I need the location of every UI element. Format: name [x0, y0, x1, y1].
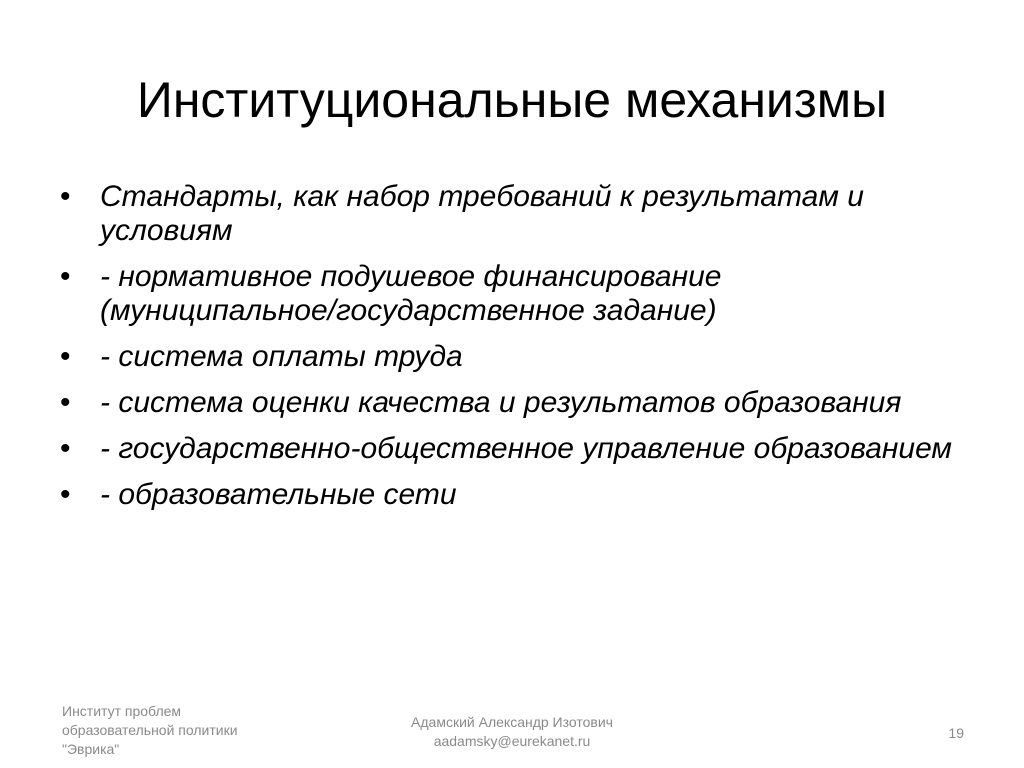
bullet-item [60, 340, 960, 374]
bullet-text: - образовательные сети [100, 478, 457, 511]
bullet-item [60, 260, 960, 328]
bullet-item [60, 386, 960, 420]
bullet-icon: • [60, 432, 71, 465]
bullet-text: - нормативное подушевое финансирование (муниципальное/государственное задание) [100, 260, 722, 327]
bullet-text: - система оплаты труда [100, 340, 463, 373]
footer-institute [62, 702, 292, 759]
bullet-item [60, 180, 960, 248]
bullet-text: - государственно-общественное управление образованием [100, 432, 952, 465]
bullet-item [60, 478, 960, 512]
footer-institute-line: образовательной политики [62, 722, 238, 738]
footer-author-name: Адамский Александр Изотович [411, 714, 613, 730]
slide-title: Институциональные механизмы [136, 72, 888, 128]
page-number: 19 [948, 725, 964, 741]
footer-institute-line: "Эврика" [62, 741, 120, 757]
bullet-icon: • [60, 260, 71, 293]
footer-author-email: aadamsky@eurekanet.ru [433, 733, 591, 749]
bullet-icon: • [60, 340, 71, 373]
bullet-text: Стандарты, как набор требований к результатам и условиям [100, 180, 864, 247]
bullet-item [60, 432, 960, 466]
footer-institute-line: Институт проблем [62, 703, 182, 719]
bullet-list [60, 180, 960, 524]
footer-author [362, 713, 662, 751]
bullet-text: - система оценки качества и результатов образования [100, 386, 902, 419]
bullet-icon: • [60, 180, 71, 213]
bullet-icon: • [60, 478, 71, 511]
bullet-icon: • [60, 386, 71, 419]
